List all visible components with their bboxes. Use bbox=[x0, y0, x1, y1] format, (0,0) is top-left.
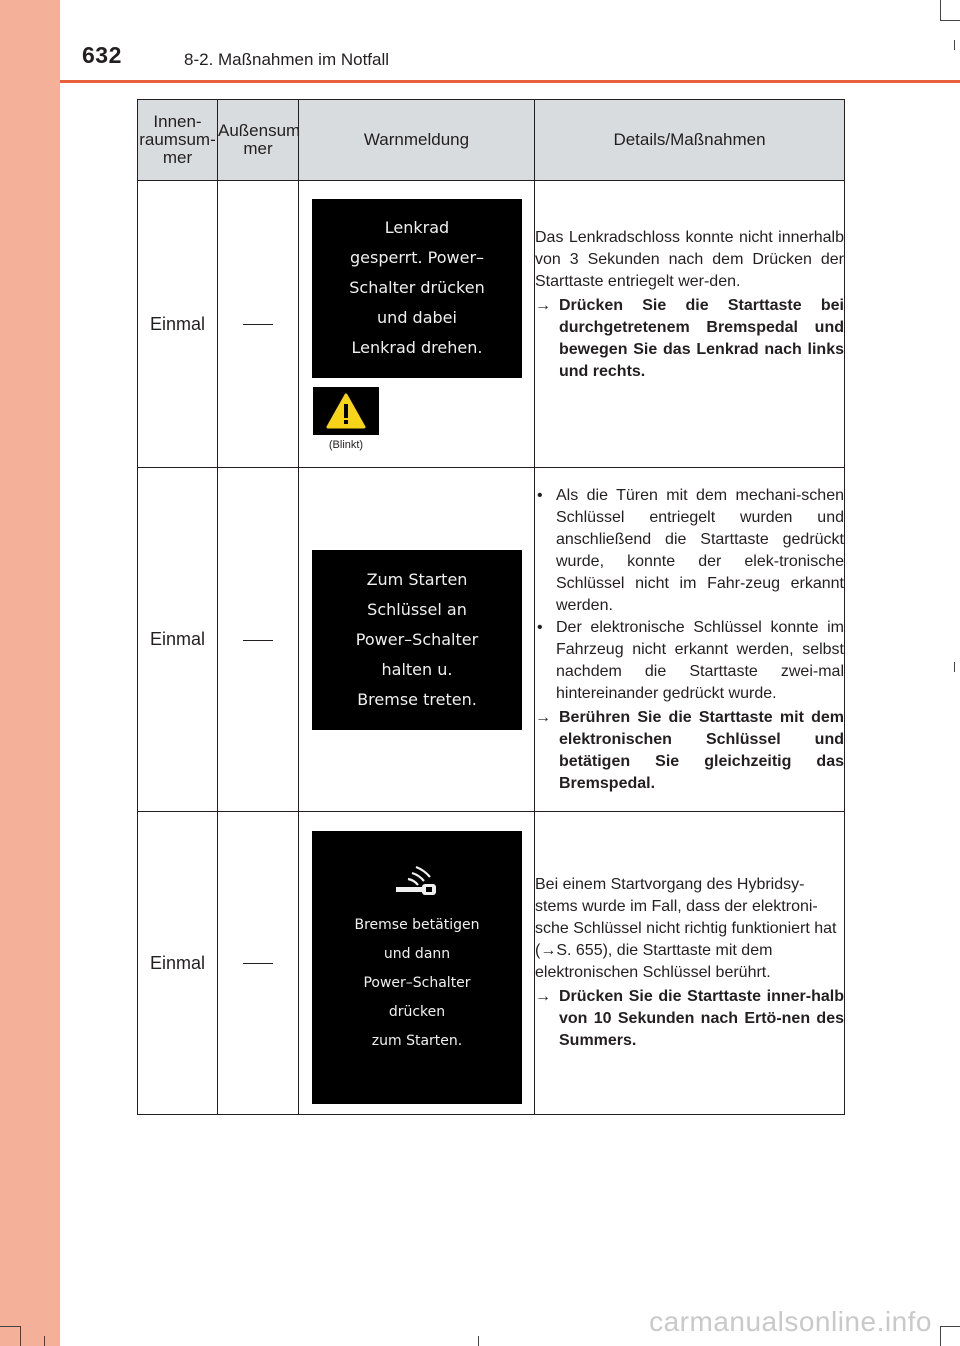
action-step bbox=[535, 707, 844, 795]
section-title: 8-2. Maßnahmen im Notfall bbox=[184, 50, 390, 69]
table-row bbox=[138, 812, 845, 1115]
display-line: Power–Schalter bbox=[363, 975, 471, 991]
interior-buzzer-cell: Einmal bbox=[138, 468, 218, 812]
bullet-text: Der elektronische Schlüssel konnte im Fahrzeug nicht erkannt werden, selbst nachdem die Starttaste zwei-mal hintereinander gedrückt wurde. bbox=[556, 618, 844, 702]
crop-mark bbox=[478, 1336, 479, 1346]
display-line: und dabei bbox=[377, 308, 457, 327]
dash bbox=[243, 640, 273, 641]
table-row bbox=[138, 468, 845, 812]
column-header-text: Innen- bbox=[153, 112, 202, 131]
crop-mark bbox=[940, 1326, 941, 1346]
action-step bbox=[535, 986, 844, 1052]
crop-mark bbox=[940, 1326, 960, 1327]
column-header-text: mer bbox=[162, 148, 193, 167]
warning-display bbox=[312, 199, 522, 378]
column-header-details: Details/Maßnahmen bbox=[535, 100, 845, 181]
exterior-buzzer-cell bbox=[218, 468, 299, 812]
dash bbox=[243, 963, 273, 964]
display-line: Power–Schalter bbox=[355, 630, 479, 649]
display-line: Schalter drücken bbox=[349, 278, 485, 297]
display-line: Lenkrad bbox=[384, 218, 450, 237]
table-header-row bbox=[138, 100, 845, 181]
header-rule bbox=[60, 80, 960, 83]
display-line: gesperrt. Power– bbox=[349, 248, 485, 267]
display-line: Bremse treten. bbox=[357, 690, 477, 709]
bullet-mark: • bbox=[537, 618, 543, 636]
interior-buzzer-cell: Einmal bbox=[138, 181, 218, 468]
exterior-buzzer-cell bbox=[218, 181, 299, 468]
arrow-icon: → bbox=[535, 708, 551, 726]
exterior-buzzer-cell bbox=[218, 812, 299, 1115]
message-cell bbox=[299, 181, 535, 468]
crop-mark bbox=[0, 1326, 20, 1327]
action-step bbox=[535, 295, 844, 383]
details-cell bbox=[535, 468, 845, 812]
page-number: 632 bbox=[82, 42, 122, 68]
table-row bbox=[138, 181, 845, 468]
action-text: Drücken Sie die Starttaste inner-halb von 10 Sekunden nach Ertö-nen des Summers. bbox=[559, 988, 844, 1049]
action-text: Berühren Sie die Starttaste mit dem elektronischen Schlüssel und betätigen Sie gleichzeitig das Bremspedal. bbox=[559, 708, 844, 792]
column-header-text: Außensum bbox=[218, 121, 301, 140]
message-cell bbox=[299, 812, 535, 1115]
message-cell bbox=[299, 468, 535, 812]
side-color-band bbox=[0, 0, 60, 1346]
display-line: zum Starten. bbox=[371, 1033, 463, 1049]
action-text: Drücken Sie die Starttaste bei durchgetretenem Bremspedal und bewegen Sie das Lenkrad nach links und rechts. bbox=[559, 297, 844, 380]
page-header bbox=[60, 0, 960, 82]
bullet-item bbox=[535, 617, 844, 705]
smart-key-wave-icon bbox=[392, 863, 442, 901]
warning-display bbox=[312, 550, 522, 730]
column-header-text: raumsum- bbox=[139, 130, 216, 149]
warning-triangle-icon bbox=[313, 387, 379, 435]
display-line: Lenkrad drehen. bbox=[351, 338, 483, 357]
column-header-exterior-buzzer bbox=[218, 100, 299, 181]
crop-mark bbox=[20, 1326, 21, 1346]
arrow-icon: → bbox=[535, 297, 551, 314]
display-line: drücken bbox=[388, 1004, 446, 1020]
bullet-text: Als die Türen mit dem mechani-schen Schlüssel entriegelt wurden und anschließend die Starttaste gedrückt wurde, konnte der elek-tronische Schlüssel nicht im Fahr-zeug erkannt werden. bbox=[556, 486, 844, 614]
interior-buzzer-cell: Einmal bbox=[138, 812, 218, 1115]
display-line: und dann bbox=[383, 946, 451, 962]
column-header-text: mer bbox=[243, 139, 273, 158]
column-header-message: Warnmeldung bbox=[299, 100, 535, 181]
warning-messages-table bbox=[137, 99, 845, 1115]
display-line: Schlüssel an bbox=[367, 600, 467, 619]
master-warning-indicator bbox=[313, 387, 379, 435]
display-line: Zum Starten bbox=[366, 570, 468, 589]
bullet-item bbox=[535, 485, 844, 617]
display-line: halten u. bbox=[381, 660, 453, 679]
column-header-interior-buzzer bbox=[138, 100, 218, 181]
details-cell bbox=[535, 812, 845, 1115]
blink-note: (Blinkt) bbox=[328, 439, 364, 451]
crop-mark bbox=[44, 1336, 45, 1346]
footer-watermark: carmanualsonline.info bbox=[649, 1306, 932, 1337]
bullet-mark: • bbox=[537, 486, 543, 504]
display-line: Bremse betätigen bbox=[354, 917, 480, 933]
detail-text: Bei einem Startvorgang des Hybridsy-stems wurde im Fall, dass der elektroni-sche Schlüssel nicht richtig funktioniert hat (→S. 655), die Starttaste mit dem elektronischen Schlüssel berührt. bbox=[535, 876, 837, 981]
details-cell bbox=[535, 181, 845, 468]
crop-mark bbox=[954, 662, 955, 672]
dash bbox=[243, 324, 273, 325]
detail-text: Das Lenkradschloss konnte nicht innerhalb von 3 Sekunden nach dem Drücken der Starttaste entriegelt wer-den. bbox=[535, 229, 844, 290]
warning-display bbox=[312, 831, 522, 1104]
arrow-icon: → bbox=[535, 988, 551, 1005]
